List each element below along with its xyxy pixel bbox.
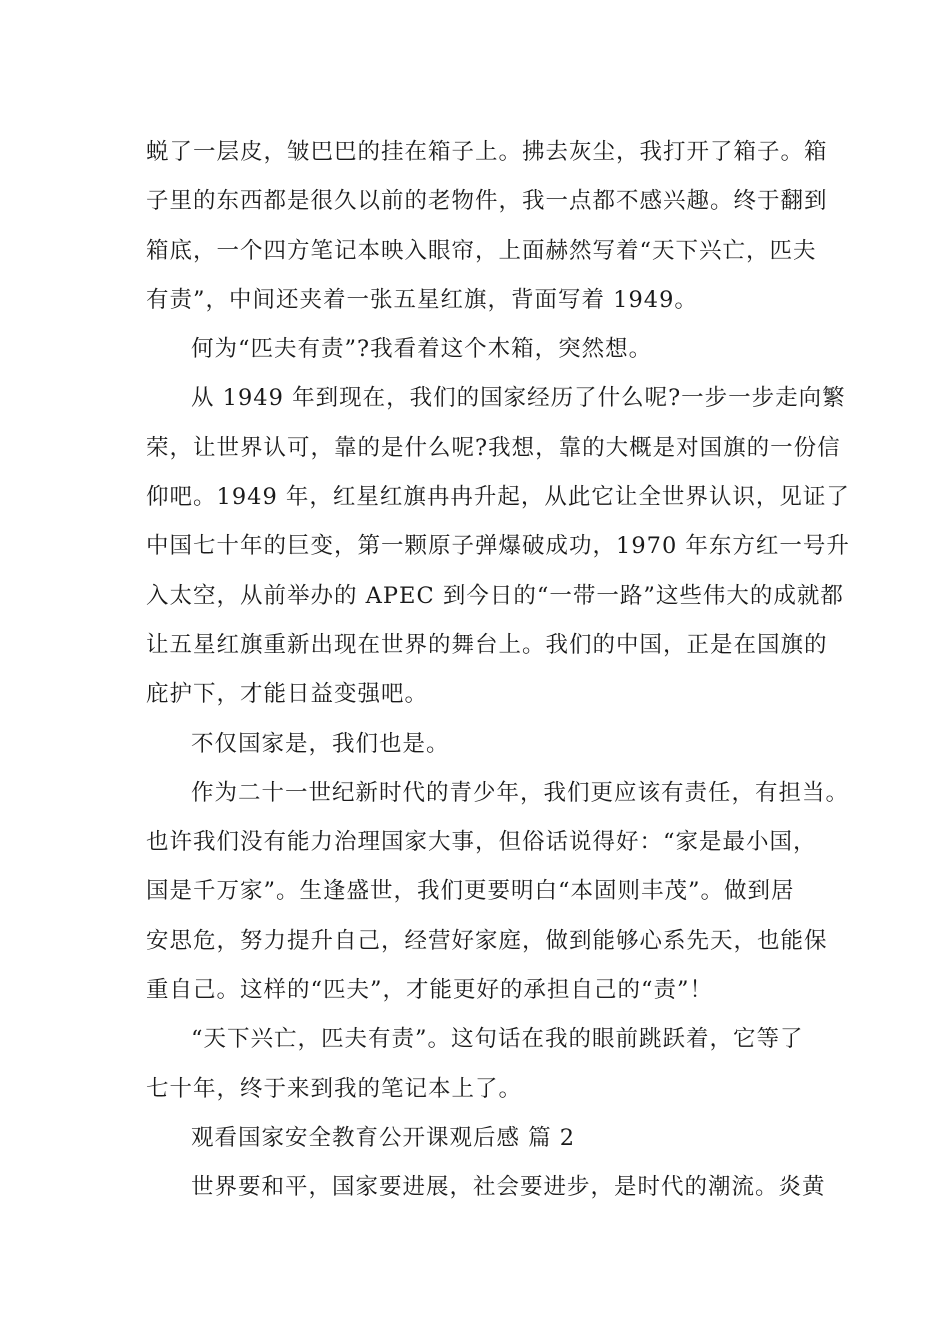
text-line-8: 仰吧。1949 年，红星红旗冉冉升起，从此它让全世界认识，见证了 bbox=[146, 484, 850, 511]
text-line-9: 中国七十年的巨变，第一颗原子弹爆破成功，1970 年东方红一号升 bbox=[146, 533, 850, 560]
text-line-16: 国是千万家”。生逢盛世，我们更要明白“本固则丰茂”。做到居 bbox=[146, 878, 795, 905]
text-line-6: 从 1949 年到现在，我们的国家经历了什么呢?一步一步走向繁 bbox=[191, 385, 846, 412]
text-line-13: 不仅国家是，我们也是。 bbox=[191, 730, 450, 757]
text-line-17: 安思危，努力提升自己，经营好家庭，做到能够心系先天，也能保 bbox=[146, 927, 828, 954]
text-line-18: 重自己。这样的“匹夫”，才能更好的承担自己的“责”！ bbox=[146, 977, 714, 1004]
text-line-20: 七十年，终于来到我的笔记本上了。 bbox=[146, 1075, 523, 1102]
text-line-22: 世界要和平，国家要进展，社会要进步，是时代的潮流。炎黄 bbox=[191, 1174, 826, 1201]
text-line-2: 子里的东西都是很久以前的老物件，我一点都不感兴趣。终于翻到 bbox=[146, 188, 828, 215]
text-line-14: 作为二十一世纪新时代的青少年，我们更应该有责任，有担当。 bbox=[191, 779, 850, 806]
section-heading: 观看国家安全教育公开课观后感 篇 2 bbox=[191, 1124, 576, 1151]
text-line-1: 蜕了一层皮，皱巴巴的挂在箱子上。拂去灰尘，我打开了箱子。箱 bbox=[146, 139, 828, 165]
text-line-15: 也许我们没有能力治理国家大事，但俗话说得好：“家是最小国， bbox=[146, 829, 817, 856]
text-line-12: 庇护下，才能日益变强吧。 bbox=[146, 681, 429, 708]
text-line-4: 有责”，中间还夹着一张五星红旗，背面写着 1949。 bbox=[146, 286, 698, 313]
text-line-3: 箱底，一个四方笔记本映入眼帘，上面赫然写着“天下兴亡，匹夫 bbox=[146, 237, 817, 264]
text-line-19: “天下兴亡，匹夫有责”。这句话在我的眼前跳跃着，它等了 bbox=[191, 1026, 804, 1053]
text-line-10: 入太空，从前举办的 APEC 到今日的“一带一路”这些伟大的成就都 bbox=[146, 582, 844, 609]
article-body bbox=[146, 128, 850, 1213]
text-line-7: 荣，让世界认可，靠的是什么呢?我想，靠的大概是对国旗的一份信 bbox=[146, 434, 841, 461]
text-line-11: 让五星红旗重新出现在世界的舞台上。我们的中国，正是在国旗的 bbox=[146, 631, 828, 658]
text-line-5: 何为“匹夫有责”?我看着这个木箱，突然想。 bbox=[191, 336, 653, 363]
